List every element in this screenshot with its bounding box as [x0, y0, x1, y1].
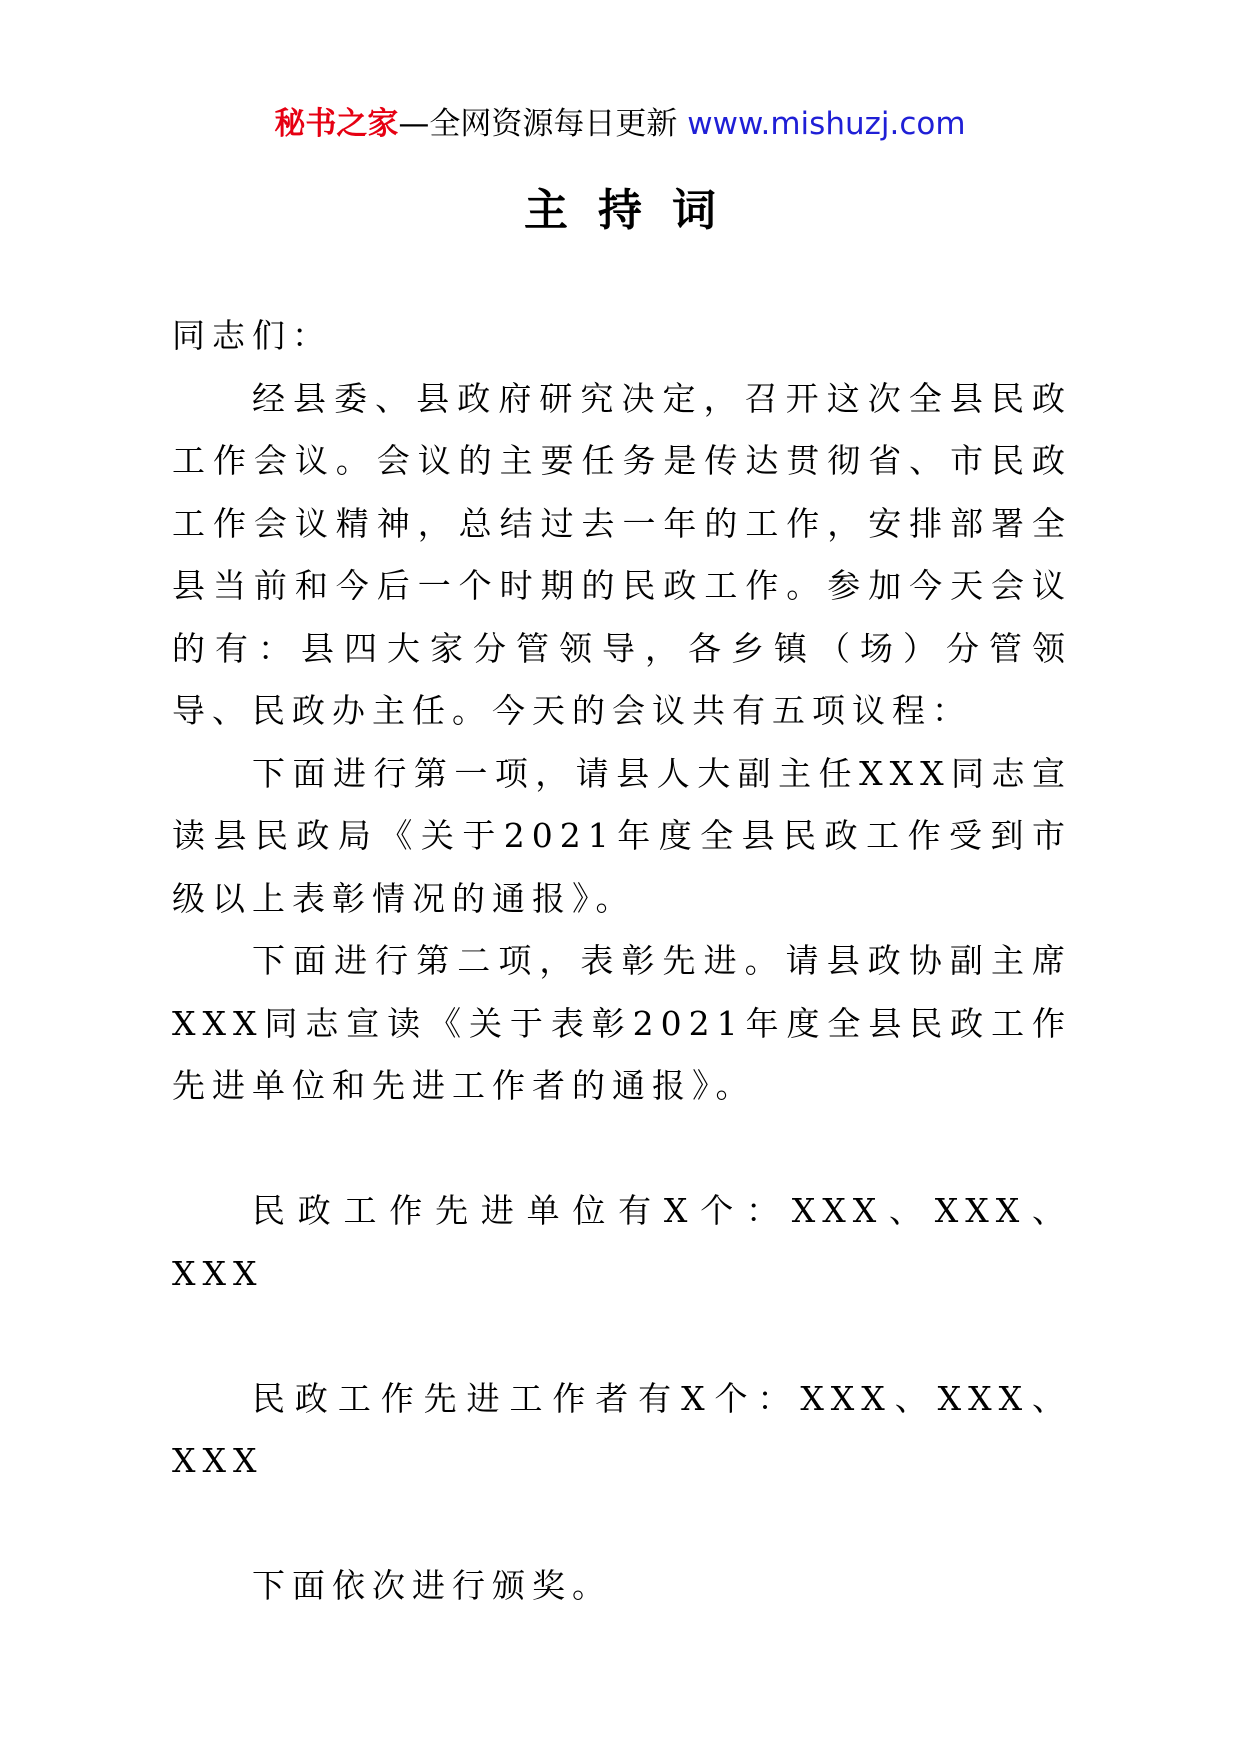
document-body	[172, 305, 1072, 1618]
paragraph-item-one: 下面进行第一项，请县人大副主任XXX同志宣读县民政局《关于2021年度全县民政工作受到市级以上表彰情况的通报》。	[172, 753, 1072, 918]
paragraph-intro: 经县委、县政府研究决定，召开这次全县民政工作会议。会议的主要任务是传达贯彻省、市民政工作会议精神，总结过去一年的工作，安排部署全县当前和今后一个时期的民政工作。参加今天会议的有：县四大家分管领导，各乡镇（场）分管领导、民政办主任。今天的会议共有五项议程：	[172, 378, 1072, 730]
blank-line	[172, 1305, 1072, 1368]
brand-name: 秘书之家	[274, 106, 399, 142]
paragraph-awards: 下面依次进行颁奖。	[252, 1566, 612, 1605]
header-tagline: —全网资源每日更新	[398, 106, 678, 142]
paragraph-advanced-units: 民政工作先进单位有X个：XXX、XXX、XXX	[172, 1191, 1072, 1293]
paragraph-item-two: 下面进行第二项，表彰先进。请县政协副主席XXX同志宣读《关于表彰2021年度全县民政工作先进单位和先进工作者的通报》。	[172, 941, 1072, 1105]
watermark-header	[0, 100, 1240, 148]
salutation: 同志们：	[172, 316, 332, 355]
blank-line	[172, 1493, 1072, 1556]
site-url-link[interactable]: www.mishuzj.com	[687, 106, 966, 142]
paragraph-advanced-workers: 民政工作先进工作者有X个：XXX、XXX、XXX	[172, 1378, 1072, 1480]
document-title: 主持词	[524, 185, 746, 236]
blank-line	[172, 1118, 1072, 1181]
